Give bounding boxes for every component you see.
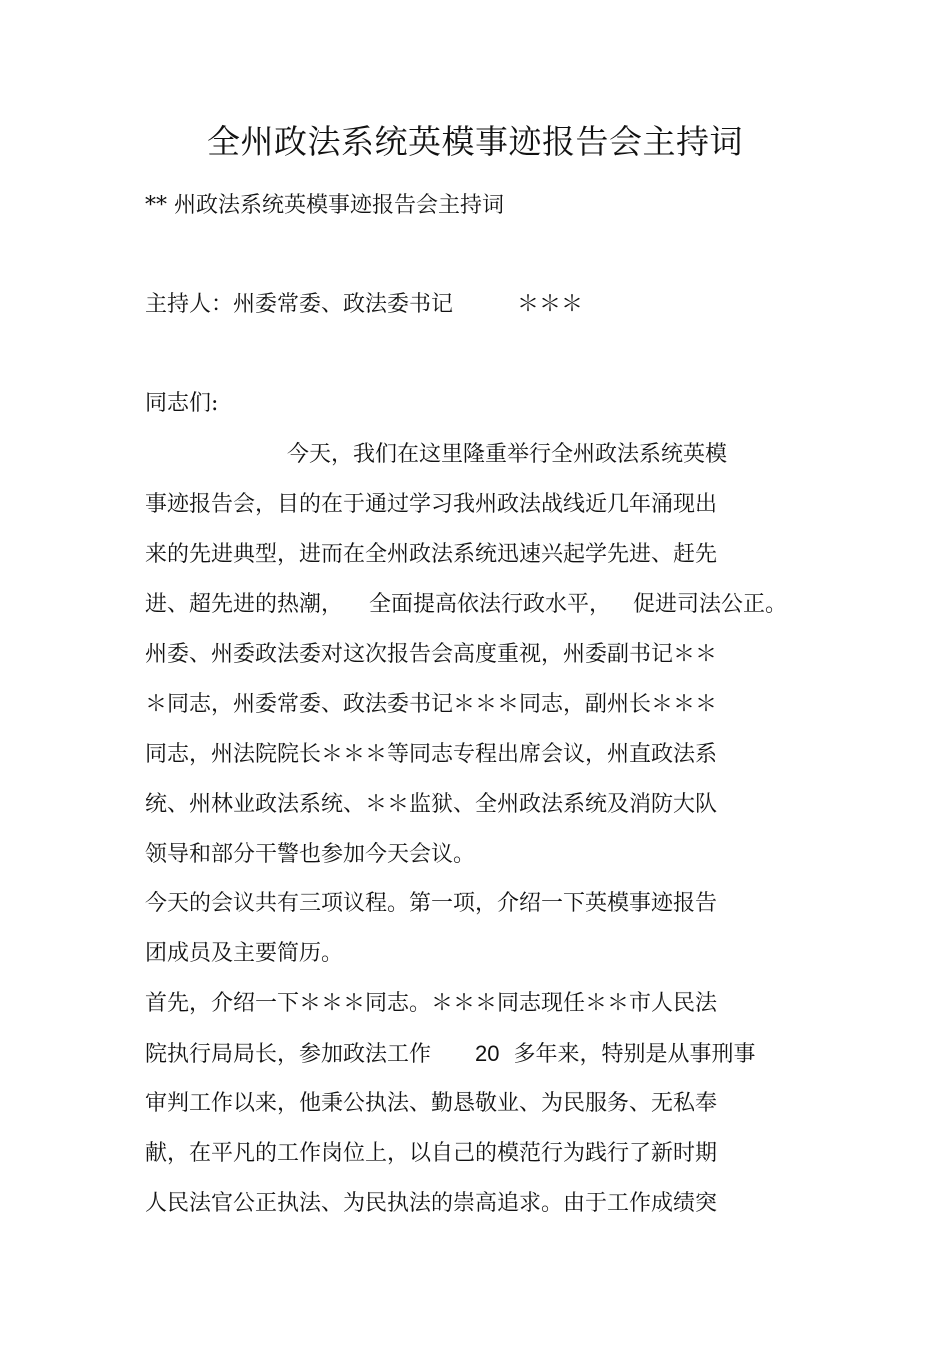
greeting: 同志们: [145, 391, 219, 416]
paragraph-line-3: 来的先进典型，进而在全州政法系统迅速兴起学先进、赶先 [145, 542, 718, 567]
paragraph-line-4-part-b: 全面提高依法行政水平， [369, 592, 612, 617]
host-label: 主持人：州委常委、政法委书记 [145, 292, 454, 317]
paragraph-line-14: 审判工作以来，他秉公执法、勤恳敬业、为民服务、无私奉 [145, 1091, 718, 1116]
paragraph-line-11: 团成员及主要简历。 [145, 941, 344, 966]
paragraph-line-7: 同志，州法院院长＊＊＊等同志专程出席会议，州直政法系 [145, 742, 718, 767]
paragraph-line-15: 献，在平凡的工作岗位上，以自己的模范行为践行了新时期 [145, 1141, 718, 1166]
paragraph-line-9: 领导和部分干警也参加今天会议。 [145, 842, 476, 867]
host-name: ＊＊＊ [517, 292, 584, 317]
paragraph-line-16: 人民法官公正执法、为民执法的崇高追求。由于工作成绩突 [145, 1191, 718, 1216]
document-subtitle: ** 州政法系统英模事迹报告会主持词 [145, 193, 504, 218]
paragraph-line-6: ＊同志，州委常委、政法委书记＊＊＊同志，副州长＊＊＊ [145, 692, 718, 717]
paragraph-line-8: 统、州林业政法系统、＊＊监狱、全州政法系统及消防大队 [145, 792, 718, 817]
paragraph-line-1: 今天，我们在这里隆重举行全州政法系统英模 [287, 442, 728, 467]
paragraph-line-13 [145, 1038, 756, 1071]
paragraph-line-12: 首先，介绍一下＊＊＊同志。＊＊＊同志现任＊＊市人民法 [145, 991, 718, 1016]
paragraph-line-13-part-a: 院执行局局长，参加政法工作 [145, 1042, 432, 1067]
paragraph-line-4-part-a: 进、超先进的热潮， [145, 592, 344, 617]
paragraph-line-2: 事迹报告会，目的在于通过学习我州政法战线近几年涌现出 [145, 492, 718, 517]
paragraph-line-4 [145, 589, 787, 621]
paragraph-line-4-part-c: 促进司法公正。 [633, 592, 788, 617]
host-line [145, 289, 583, 321]
paragraph-line-13-part-b: 多年来，特别是从事刑事 [513, 1042, 756, 1067]
paragraph-line-5: 州委、州委政法委对这次报告会高度重视，州委副书记＊＊ [145, 642, 718, 667]
document-title: 全州政法系统英模事迹报告会主持词 [207, 122, 743, 161]
paragraph-line-10: 今天的会议共有三项议程。第一项，介绍一下英模事迹报告 [145, 891, 718, 916]
years-number: 20 [475, 1041, 500, 1066]
